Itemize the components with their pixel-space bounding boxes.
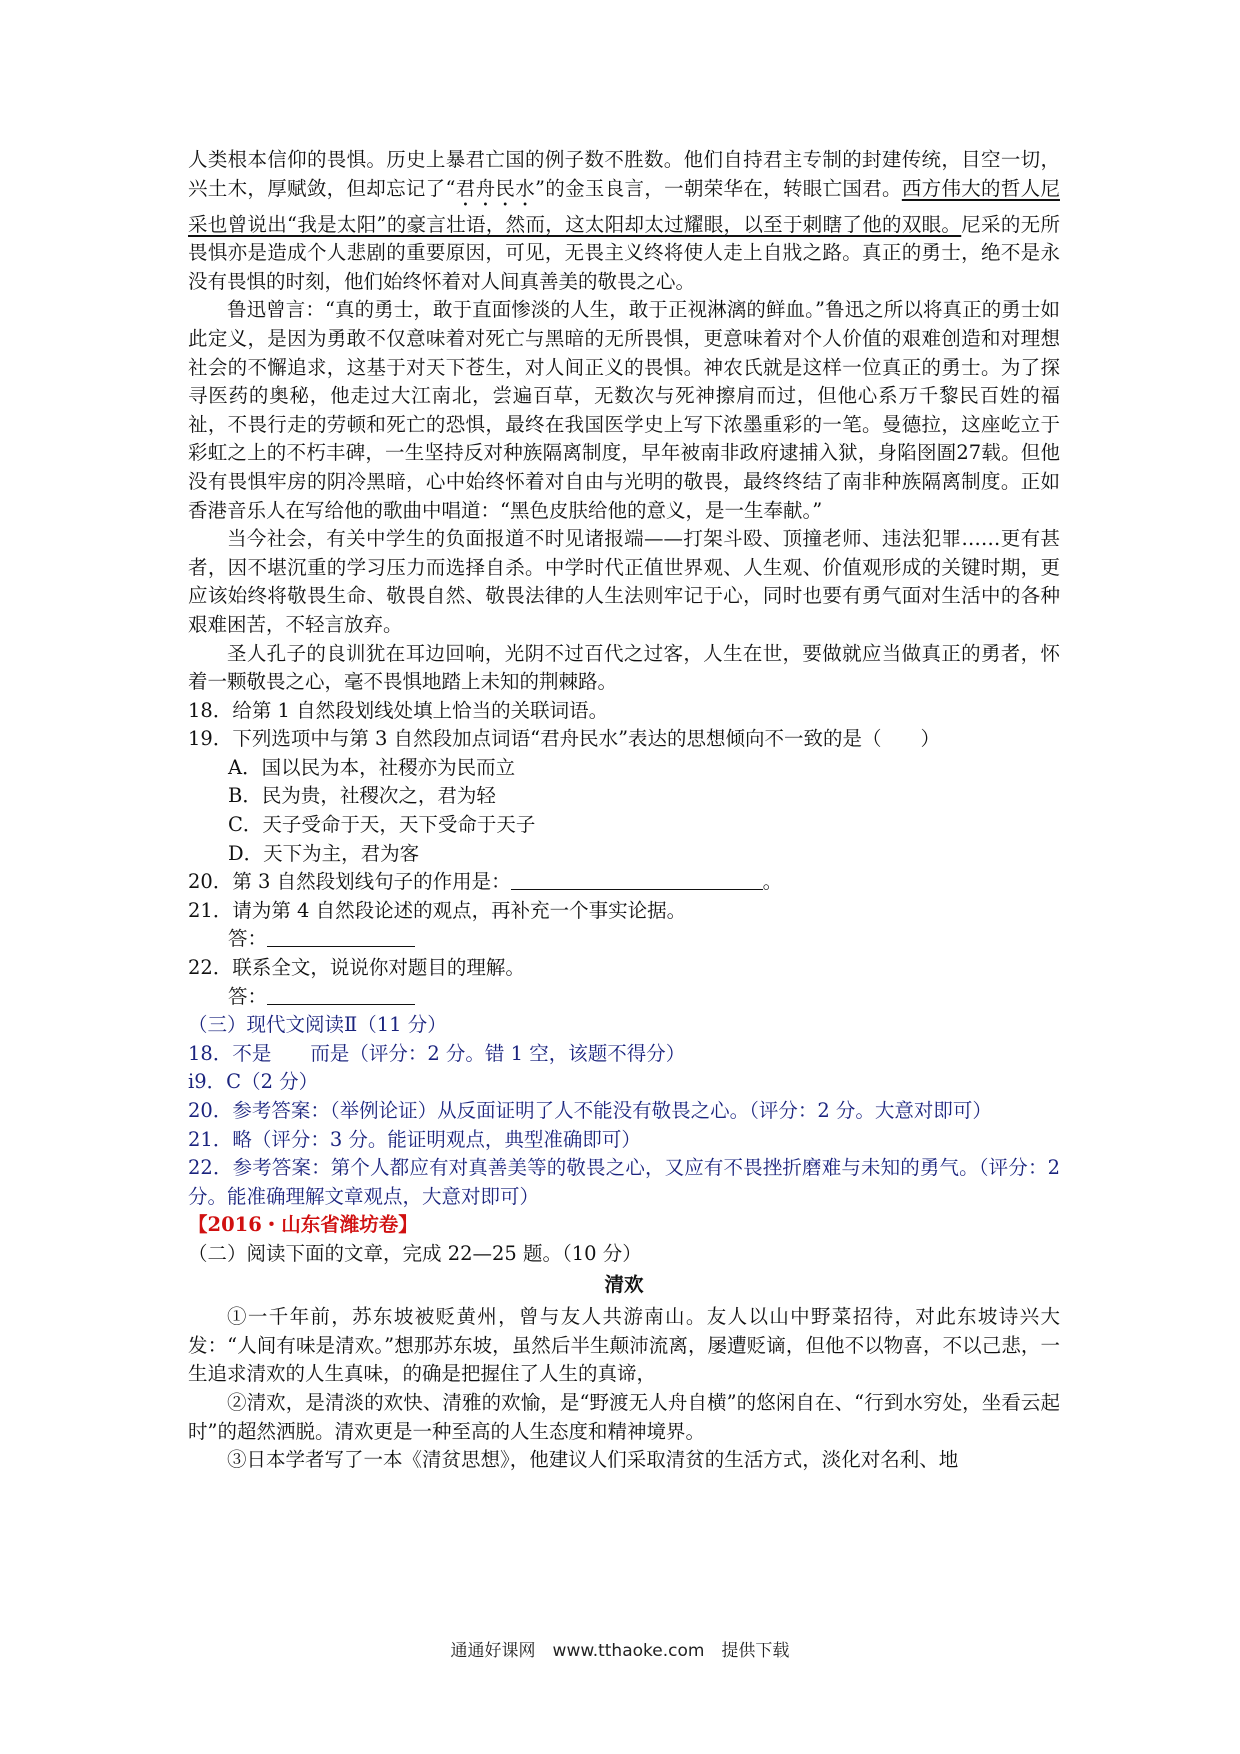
option-c: C．天子受命于天，天下受命于天子 <box>228 813 536 837</box>
passage-paragraph-2: 鲁迅曾言：“真的勇士，敢于直面惨淡的人生，敢于正视淋漓的鲜血。”鲁迅之所以将真正的勇士如此定义，是因为勇敢不仅意味着对死亡与黑暗的无所畏惧，更意味着对个人价值的艰难创造和对理想社会的不懈追求，这基于对天下苍生，对人间正义的畏惧。神农氏就是这样一位真正的勇士。为了探寻医药的奥秘，他走过大江南北，尝遍百草，无数次与死神擦肩而过，但他心系万千黎民百姓的福祉，不畏行走的劳顿和死亡的恐惧，最终在我国医学史上写下浓墨重彩的一笔。曼德拉，这座屹立于彩虹之上的不朽丰碑，一生坚持反对种族隔离制度，早年被南非政府逮捕入狱，身陷囹圄27载。但他没有畏惧牢房的阴冷黑暗，心中始终怀着对自由与光明的敬畏，最终终结了南非种族隔离制度。正如香港音乐人在写给他的歌曲中唱道：“黑色皮肤给他的意义，是一生奉献。” <box>188 298 1060 522</box>
page-footer: 通通好课网 www.tthaoke.com 提供下载 <box>450 1641 790 1661</box>
passage-paragraph-4: 圣人孔子的良训犹在耳边回响，光阴不过百代之过客，人生在世，要做就应当做真正的勇者，怀着一颗敬畏之心，毫不畏惧地踏上未知的荆棘路。 <box>188 641 1060 694</box>
exam-title: 【2016・山东省潍坊卷】 <box>188 1213 418 1237</box>
article-paragraph-2: ②清欢，是清淡的欢快、清雅的欢愉，是“野渡无人舟自横”的悠闲自在、“行到水穷处，坐看云起时”的超然洒脱。清欢更是一种至高的人生态度和精神境界。 <box>188 1390 1060 1443</box>
question-21: 21．请为第 4 自然段论述的观点，再补充一个事实论据。 <box>188 898 687 922</box>
answer-22: 22．参考答案：第个人都应有对真善美等的敬畏之心，又应有不畏挫折磨难与未知的勇气。（评分：2 分。能准确理解文章观点，大意对即可） <box>188 1156 1060 1208</box>
question-22: 22．联系全文，说说你对题目的理解。 <box>188 956 525 980</box>
question-20: 20．第 3 自然段划线句子的作用是： 。 <box>188 870 783 894</box>
underlined-sentence: 西方伟大的哲人尼采也曾说出“我是太阳”的豪言壮语，然而，这太阳却太过耀眼，以至于刺瞎了他的双眼。 <box>188 176 1060 236</box>
answer-20: 20．参考答案：（举例论证）从反面证明了人不能没有敬畏之心。（评分：2 分。大意对即可） <box>188 1099 992 1122</box>
option-d: D．天下为主，君为客 <box>228 841 420 865</box>
question-19: 19．下列选项中与第 3 自然段加点词语“君舟民水”表达的思想倾向不一致的是（ ） <box>188 727 941 751</box>
option-b: B．民为贵，社稷次之，君为轻 <box>228 784 496 808</box>
answer-19: i9．C（2 分） <box>188 1070 319 1094</box>
answers-heading: （三）现代文阅读Ⅱ（11 分） <box>188 1013 447 1037</box>
answer-line-22: 答： <box>188 983 1060 1012</box>
page-content <box>188 146 1060 1475</box>
article-title: 清欢 <box>604 1272 644 1296</box>
answer-18: 18．不是 而是（评分：2 分。错 1 空，该题不得分） <box>188 1041 686 1065</box>
article-paragraph-3: ③日本学者写了一本《清贫思想》，他建议人们采取清贫的生活方式，淡化对名利、地 <box>227 1448 959 1472</box>
answer-blank-20 <box>511 869 763 890</box>
section-instruction: （二）阅读下面的文章，完成 22—25 题。（10 分） <box>188 1241 642 1265</box>
answer-line-21: 答： <box>188 925 1060 954</box>
dotted-phrase: 君舟民水 <box>455 176 536 200</box>
article-paragraph-1: ①一千年前，苏东坡被贬黄州，曾与友人共游南山。友人以山中野菜招待，对此东坡诗兴大发：“人间有味是清欢。”想那苏东坡，虽然后半生颠沛流离，屡遭贬谪，但他不以物喜，不以己悲，一生追求清欢的人生真味，的确是把握住了人生的真谛， <box>188 1305 1060 1386</box>
question-18: 18．给第 1 自然段划线处填上恰当的关联词语。 <box>188 698 609 722</box>
answer-blank-22 <box>267 984 415 1005</box>
answer-21: 21．略（评分：3 分。能证明观点，典型准确即可） <box>188 1127 641 1151</box>
passage-paragraph-3: 当今社会，有关中学生的负面报道不时见诸报端——打架斗殴、顶撞老师、违法犯罪……更有甚者，因不堪沉重的学习压力而选择自杀。中学时代正值世界观、人生观、价值观形成的关键时期，更应该始终将敬畏生命、敬畏自然、敬畏法律的人生法则牢记于心，同时也要有勇气面对生活中的各种艰难困苦，不轻言放弃。 <box>188 527 1060 636</box>
passage-paragraph-1: 人类根本信仰的畏惧。历史上暴君亡国的例子数不胜数。他们自持君主专制的封建传统，目空一切，兴土木，厚赋敛，但却忘记了“君舟民水”的金玉良言，一朝荣华在，转眼亡国君。西方伟大的哲人尼采也曾说出“我是太阳”的豪言壮语，然而，这太阳却太过耀眼，以至于刺瞎了他的双眼。尼采的无所畏惧亦是造成个人悲剧的重要原因，可见，无畏主义终将使人走上自戕之路。真正的勇士，绝不是永没有畏惧的时刻，他们始终怀着对人间真善美的敬畏之心。 <box>188 148 1060 293</box>
answer-blank-21 <box>267 926 415 947</box>
option-a: A．国以民为本，社稷亦为民而立 <box>228 755 516 779</box>
